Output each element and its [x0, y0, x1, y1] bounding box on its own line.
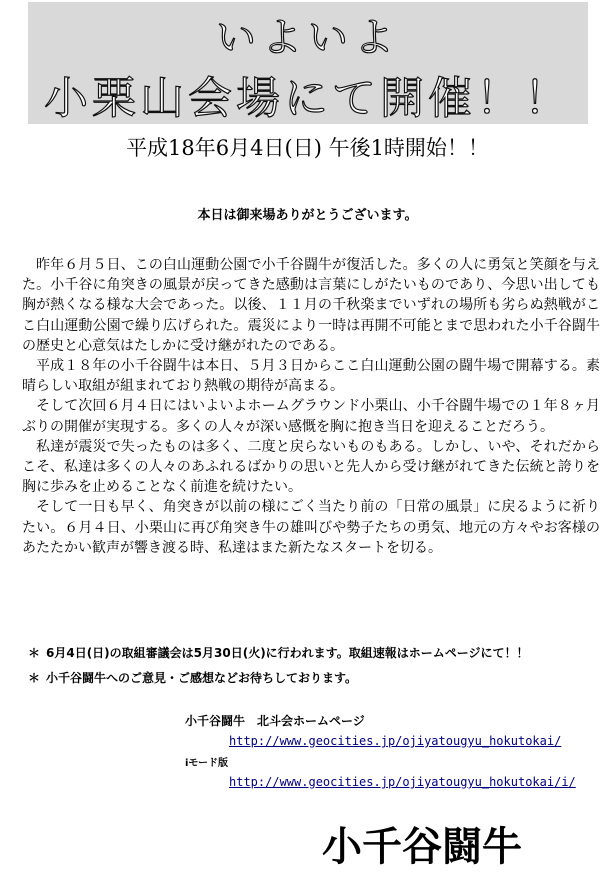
paragraph: そして次回６月４日にはいよいよホームグラウンド小栗山、小千谷闘牛場での１年８ヶ月ぶりの開催が実現する。多くの人々が深い感慨を胸に抱き当日を迎えることだろう。 [22, 398, 600, 435]
asterisk-icon: ＊ [28, 671, 41, 685]
greeting: 本日は御来場ありがとうございます。 [197, 208, 418, 223]
website-label: 小千谷闘牛 北斗会ホームページ [185, 714, 365, 728]
paragraph: 平成１８年の小千谷闘牛は本日、５月３日からここ白山運動公園の闘牛場で開幕する。素晴らしい取組が組まれており熱戦の期待が高まる。 [22, 358, 600, 395]
logo-text: 小千谷闘牛 [322, 823, 522, 868]
asterisk-icon: ＊ [28, 646, 41, 660]
banner-line-2: 小栗山会場にて開催！！ [44, 73, 572, 124]
banner-line-1: いよいよ [216, 15, 400, 61]
notes-list [28, 644, 588, 694]
paragraph: 私達が震災で失ったものは多く、二度と戻らないものもある。しかし、いや、それだからこそ、私達は多くの人々のあふれるばかりの思いと先人から受け継がれてきた伝統と誇りを胸に歩みを止めることなく前進を続けたい。 [22, 438, 600, 496]
imode-website-link[interactable]: http://www.geocities.jp/ojiyatougyu_hokutokai/i/ [229, 775, 576, 789]
event-date: 平成18年6月4日(日) 午後1時開始！！ [126, 136, 489, 160]
website-link[interactable]: http://www.geocities.jp/ojiyatougyu_hokutokai/ [229, 734, 562, 748]
imode-label: iモード版 [185, 758, 229, 769]
note-item [28, 669, 588, 686]
title-banner [28, 2, 588, 124]
note-item [28, 644, 588, 661]
article-body [22, 255, 600, 558]
ojiya-togyu-logo [312, 820, 532, 868]
note-text: 小千谷闘牛へのご意見・ご感想などお待ちしております。 [46, 671, 358, 685]
paragraph: 昨年６月５日、この白山運動公園で小千谷闘牛が復活した。多くの人に勇気と笑顔を与えた。小千谷に角突きの風景が戻ってきた感動は言葉にしがたいものであり、今思い出しても胸が熱くなる様な大会であった。以後、１１月の千秋楽までいずれの場所も劣らぬ熱戦がここ白山運動公園で繰り広げられた。震災により一時は再開不可能とまで思われた小千谷闘牛の歴史と心意気はたしかに受け継がれたのである。 [22, 257, 600, 354]
note-text: 6月4日(日)の取組審議会は5月30日(火)に行われます。取組速報はホームページにて！！ [46, 646, 529, 660]
paragraph: そして一日も早く、角突きが以前の様にごく当たり前の「日常の風景」に戻るように祈りたい。６月４日、小栗山に再び角突き牛の雄叫びや勢子たちの勇気、地元の方々やお客様のあたたかい歓声が響き渡る時、私達はまた新たなスタートを切る。 [22, 499, 600, 556]
